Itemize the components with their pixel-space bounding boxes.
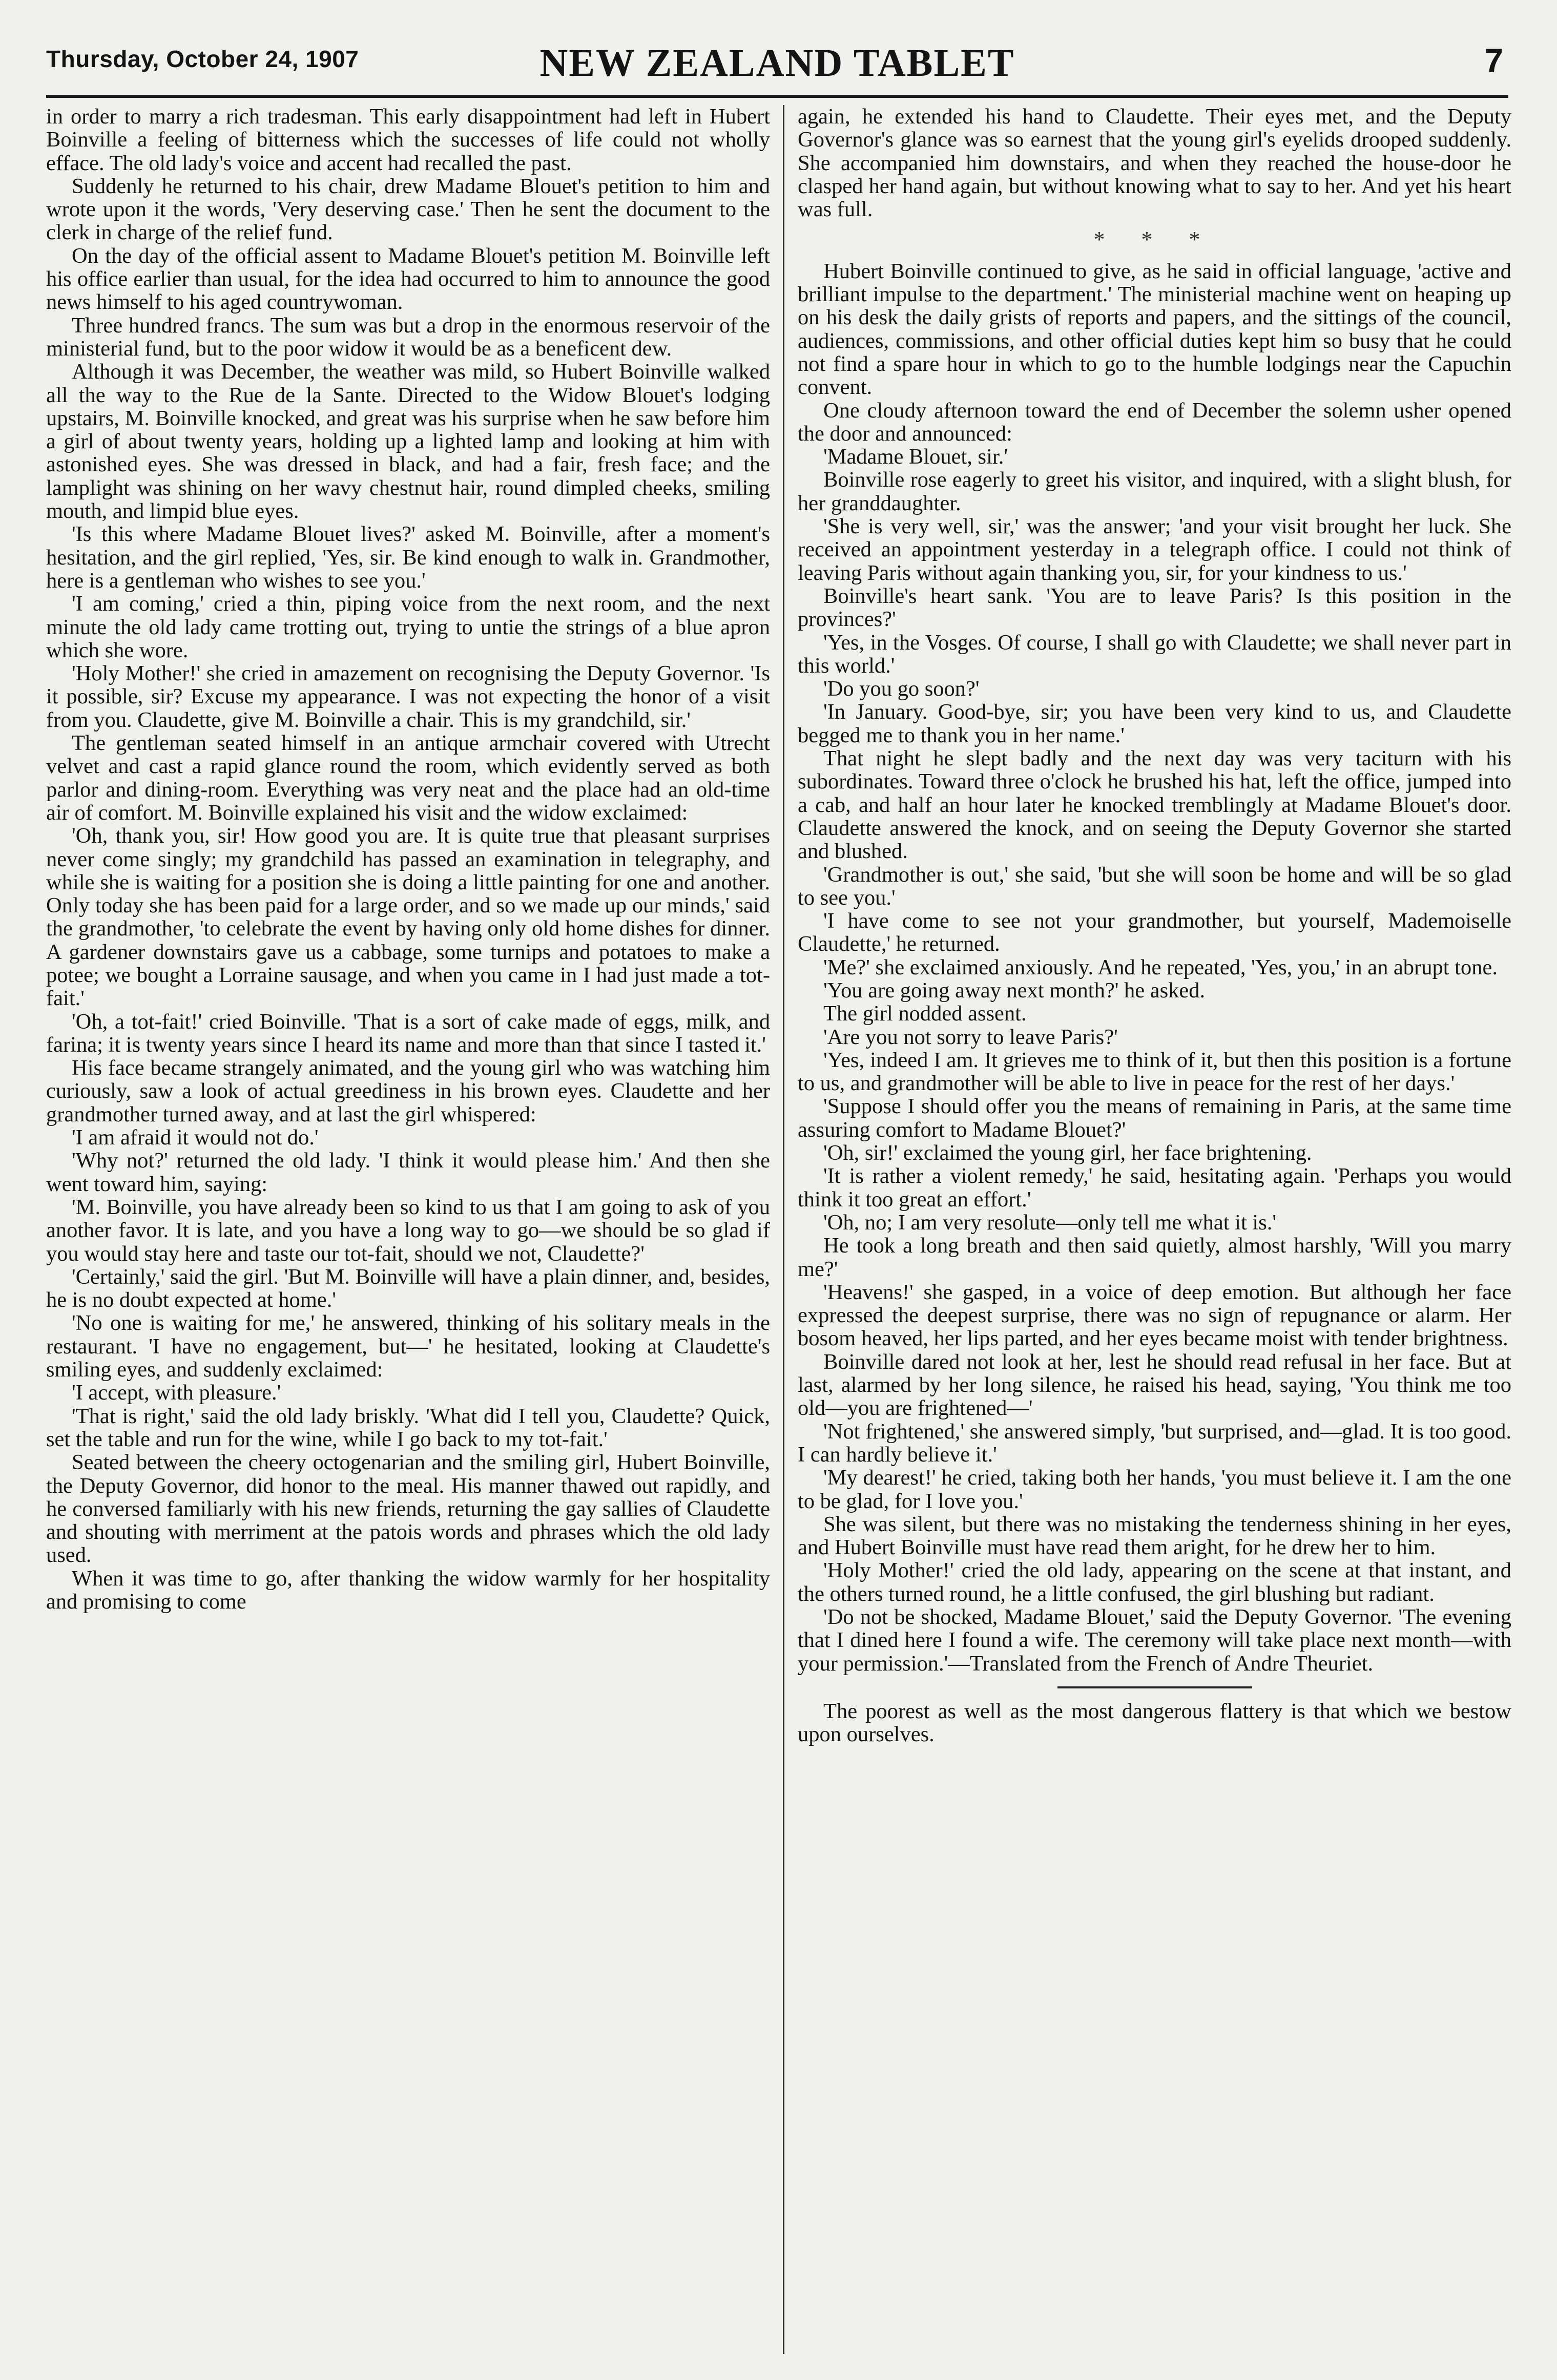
paragraph: Hubert Boinville continued to give, as he said in official language, 'active and brilliant impulse to the department.' The ministerial machine went on heaping up on his desk the daily grists of reports and papers, and the sittings of the council, audiences, commissions, and other official duties kept him so busy that he could not find a spare hour in which to go to the humble lodgings near the Capuchin convent. — [798, 259, 1511, 400]
paragraph: 'Why not?' returned the old lady. 'I think it would please him.' And then she went toward him, saying: — [46, 1149, 770, 1196]
paragraph: The poorest as well as the most dangerous flattery is that which we bestow upon ourselves. — [798, 1699, 1511, 1747]
paragraph: 'I accept, with pleasure.' — [72, 1381, 281, 1405]
story-continuation — [798, 105, 1511, 221]
paragraph: 'Suppose I should offer you the means of remaining in Paris, at the same time assuring comfort to Madame Blouet?' — [798, 1094, 1511, 1142]
filler-quote — [798, 1700, 1511, 1746]
paragraph: 'She is very well, sir,' was the answer; 'and your visit brought her luck. She received an appointment yesterday in a telegraph office. I could not think of leaving Paris without again thanking you, sir, for your kindness to us.' — [798, 514, 1511, 585]
paragraph: 'Me?' she exclaimed anxiously. And he repeated, 'Yes, you,' in an abrupt tone. — [823, 955, 1498, 979]
masthead-title: NEW ZEALAND TABLET — [539, 41, 1015, 85]
paragraph: 'Holy Mother!' she cried in amazement on recognising the Deputy Governor. 'Is it possible, sir? Excuse my appearance. I was not expecting the honor of a visit from you. Claudette, give M. Boinville a chair. This is my grandchild, sir.' — [46, 661, 770, 732]
paragraph: 'Grandmother is out,' she said, 'but she will soon be home and will be so glad to see you.' — [798, 862, 1511, 910]
paragraph: 'Holy Mother!' cried the old lady, appearing on the scene at that instant, and the others turned round, he a little confused, the girl blushing but radiant. — [798, 1558, 1511, 1606]
paragraph: 'Heavens!' she gasped, in a voice of deep emotion. But although her face expressed the deepest surprise, there was no sign of repugnance or alarm. Her bosom heaved, her lips parted, and her eyes became moist with tender brightness. — [798, 1280, 1511, 1351]
paragraph: She was silent, but there was no mistaking the tenderness shining in her eyes, and Hubert Boinville must have read them aright, for he drew her to him. — [798, 1512, 1511, 1560]
paragraph: Suddenly he returned to his chair, drew Madame Blouet's petition to him and wrote upon it the words, 'Very deserving case.' Then he sent the document to the clerk in charge of the relief fund. — [46, 174, 770, 245]
paragraph: 'Not frightened,' she answered simply, 'but surprised, and—glad. It is too good. I can hardly believe it.' — [798, 1419, 1511, 1467]
paragraph: 'Do not be shocked, Madame Blouet,' said the Deputy Governor. 'The evening that I dined here I found a wife. The ceremony will take place next month—with your permission.'—Translated from the French of Andre Theuriet. — [798, 1605, 1511, 1676]
paragraph: 'In January. Good-bye, sir; you have been very kind to us, and Claudette begged me to thank you in her name.' — [798, 700, 1511, 747]
paragraph: 'M. Boinville, you have already been so kind to us that I am going to ask of you another favor. It is late, and you have a long way to go—we should be so glad if you would stay here and taste our tot-fait, should we not, Claudette?' — [46, 1195, 770, 1266]
paragraph: The gentleman seated himself in an antique armchair covered with Utrecht velvet and cast a rapid glance round the room, which evidently served as both parlor and dining-room. Everything was very neat and the place had an old-time air of comfort. M. Boinville explained his visit and the widow exclaimed: — [46, 731, 770, 825]
paragraph: On the day of the official assent to Madame Blouet's petition M. Boinville left his office earlier than usual, for the idea had occurred to him to announce the good news himself to his aged countrywoman. — [46, 243, 770, 315]
paragraph: 'That is right,' said the old lady briskly. 'What did I tell you, Claudette? Quick, set the table and run for the wine, while I go back to my tot-fait.' — [46, 1404, 770, 1451]
paragraph: Boinville dared not look at her, lest he should read refusal in her face. But at last, alarmed by her long silence, he raised his head, saying, 'You think me too old—you are frightened—' — [798, 1349, 1511, 1421]
issue-date: Thursday, October 24, 1907 — [46, 46, 359, 72]
paragraph: The girl nodded assent. — [823, 1001, 1027, 1026]
page-header — [46, 41, 1508, 98]
paragraph: 'No one is waiting for me,' he answered, thinking of his solitary meals in the restaurant. 'I have no engagement, but—' he hesitated, looking at Claudette's smiling eyes, and suddenly exclaimed: — [46, 1311, 770, 1382]
paragraph: 'Oh, a tot-fait!' cried Boinville. 'That is a sort of cake made of eggs, milk, and farina; it is twenty years since I heard its name and more than that since I tasted it.' — [46, 1009, 770, 1057]
paragraph: 'I am afraid it would not do.' — [72, 1125, 319, 1150]
right-column — [798, 105, 1511, 2359]
paragraph: again, he extended his hand to Claudette. Their eyes met, and the Deputy Governor's glance was so earnest that the young girl's eyelids drooped suddenly. She accompanied him downstairs, and when they reached the house-door he clasped her hand again, but without knowing what to say to her. And yet his heart was full. — [798, 105, 1511, 222]
paragraph: 'Are you not sorry to leave Paris?' — [823, 1025, 1118, 1049]
paragraph: 'Yes, indeed I am. It grieves me to think of it, but then this position is a fortune to us, and grandmother will be able to live in peace for the rest of her days.' — [798, 1048, 1511, 1096]
paragraph: 'I have come to see not your grandmother, but yourself, Mademoiselle Claudette,' he returned. — [798, 909, 1511, 956]
paragraph: 'Oh, thank you, sir! How good you are. It is quite true that pleasant surprises never come singly; my grandchild has passed an examination in telegraphy, and while she is waiting for a position she is doing a little painting for one and another. Only today she has been paid for a large order, and so we made up our minds,' said the grandmother, 'to celebrate the event by having only old home dishes for dinner. A gardener downstairs gave us a cabbage, some turnips and potatoes to make a potee; we bought a Lorraine sausage, and when you came in I had just made a tot-fait.' — [46, 824, 770, 1011]
left-column — [46, 105, 770, 2359]
page-number: 7 — [1484, 41, 1503, 79]
paragraph: 'Certainly,' said the girl. 'But M. Boinville will have a plain dinner, and, besides, he is no doubt expected at home.' — [46, 1264, 770, 1312]
paragraph: 'Do you go soon?' — [823, 677, 980, 701]
section-separator: * * * — [1093, 227, 1216, 253]
paragraph: Seated between the cheery octogenarian and the smiling girl, Hubert Boinville, the Deputy Governor, did honor to the meal. His manner thawed out rapidly, and he conversed familiarly with his new friends, returning the gay sallies of Claudette and shouting with merriment at the patois words and phrases which the old lady used. — [46, 1450, 770, 1568]
paragraph: 'Oh, no; I am very resolute—only tell me what it is.' — [823, 1210, 1277, 1235]
paragraph: 'I am coming,' cried a thin, piping voice from the next room, and the next minute the old lady came trotting out, trying to untie the strings of a blue apron which she wore. — [46, 592, 770, 662]
story-end-rule — [1057, 1686, 1252, 1688]
story-conclusion — [798, 260, 1511, 1675]
paragraph: 'It is rather a violent remedy,' he said, hesitating again. 'Perhaps you would think it too great an effort.' — [798, 1164, 1511, 1212]
paragraph: 'Madame Blouet, sir.' — [823, 445, 1008, 469]
paragraph: When it was time to go, after thanking the widow warmly for her hospitality and promising to come — [46, 1566, 770, 1614]
paragraph: One cloudy afternoon toward the end of December the solemn usher opened the door and announced: — [798, 398, 1511, 446]
column-divider — [783, 105, 784, 2354]
paragraph: Although it was December, the weather was mild, so Hubert Boinville walked all the way to the Rue de la Sante. Directed to the Widow Blouet's lodging upstairs, M. Boinville knocked, and great was his surprise when he saw before him a girl of about twenty years, holding up a lighted lamp and looking at him with astonished eyes. She was dressed in black, and had a fair, fresh face; and the lamplight was shining on her wavy chestnut hair, round dimpled cheeks, smiling mouth, and limpid blue eyes. — [46, 360, 770, 524]
paragraph: Boinville rose eagerly to greet his visitor, and inquired, with a slight blush, for her granddaughter. — [798, 468, 1511, 515]
paragraph: 'You are going away next month?' he asked. — [823, 978, 1206, 1003]
paragraph: 'My dearest!' he cried, taking both her hands, 'you must believe it. I am the one to be glad, for I love you.' — [798, 1466, 1511, 1513]
paragraph: His face became strangely animated, and the young girl who was watching him curiously, saw a look of actual greediness in his brown eyes. Claudette and her grandmother turned away, and at last the girl whispered: — [46, 1056, 770, 1126]
paragraph: 'Oh, sir!' exclaimed the young girl, her face brightening. — [823, 1141, 1312, 1165]
paragraph: Boinville's heart sank. 'You are to leave Paris? Is this position in the provinces?' — [798, 583, 1511, 632]
paragraph: He took a long breath and then said quietly, almost harshly, 'Will you marry me?' — [798, 1234, 1511, 1281]
paragraph: That night he slept badly and the next day was very taciturn with his subordinates. Toward three o'clock he brushed his hat, left the office, jumped into a cab, and half an hour later he knocked tremblingly at Madame Blouet's door. Claudette answered the knock, and on seeing the Deputy Governor she started and blushed. — [798, 746, 1511, 864]
paragraph: 'Is this where Madame Blouet lives?' asked M. Boinville, after a moment's hesitation, and the girl replied, 'Yes, sir. Be kind enough to walk in. Grandmother, here is a gentleman who wishes to see you.' — [46, 522, 770, 593]
paragraph: Three hundred francs. The sum was but a drop in the enormous reservoir of the ministerial fund, but to the poor widow it would be as a beneficent dew. — [46, 313, 770, 361]
paragraph: 'Yes, in the Vosges. Of course, I shall go with Claudette; we shall never part in this world.' — [798, 630, 1511, 678]
paragraph: in order to marry a rich tradesman. This early disappointment had left in Hubert Boinville a feeling of bitterness which the successes of life could not wholly efface. The old lady's voice and accent had recalled the past. — [46, 105, 770, 175]
